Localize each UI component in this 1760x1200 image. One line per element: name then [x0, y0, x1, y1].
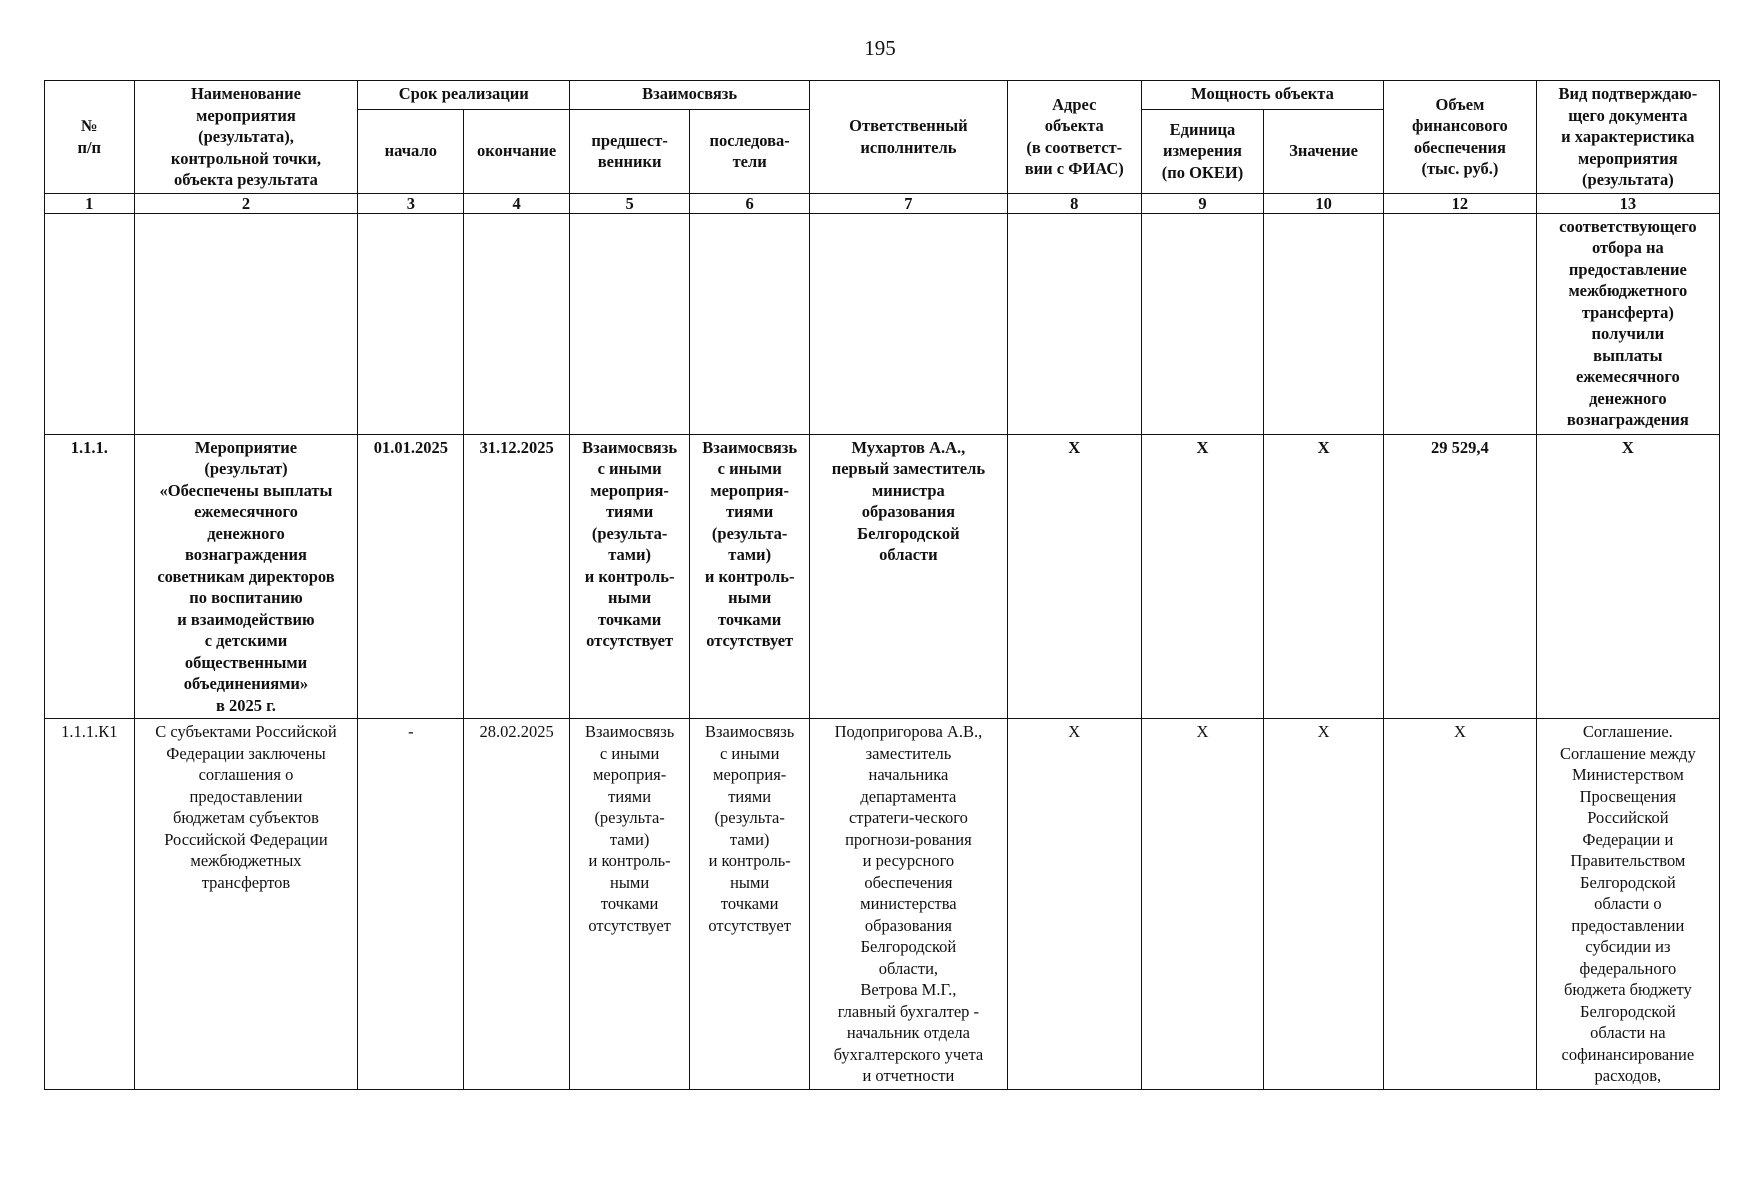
row-number	[45, 213, 135, 434]
row-end: 31.12.2025	[464, 434, 570, 719]
row-finance: 29 529,4	[1384, 434, 1537, 719]
header-link: Взаимосвязь	[570, 81, 810, 110]
table-row	[45, 213, 1720, 434]
row-unit: X	[1141, 434, 1263, 719]
row-address: X	[1007, 719, 1141, 1090]
row-value	[1264, 213, 1384, 434]
row-finance	[1384, 213, 1537, 434]
row-value: X	[1264, 434, 1384, 719]
row-unit: X	[1141, 719, 1263, 1090]
row-successors: Взаимосвязь с иными мероприя- тиями (результа- тами) и контроль- ными точками отсутствует	[690, 719, 810, 1090]
row-successors	[690, 213, 810, 434]
row-address	[1007, 213, 1141, 434]
column-number: 10	[1264, 193, 1384, 213]
row-successors: Взаимосвязь с иными мероприя- тиями (результа- тами) и контроль- ными точками отсутствует	[690, 434, 810, 719]
column-number: 13	[1536, 193, 1719, 213]
header-document: Вид подтверждаю- щего документа и характеристика мероприятия (результата)	[1536, 81, 1719, 194]
row-document: соответствующего отбора на предоставление межбюджетного трансферта) получили выплаты ежемесячного денежного вознаграждения	[1536, 213, 1719, 434]
table-row	[45, 434, 1720, 719]
column-number: 4	[464, 193, 570, 213]
page-number: 195	[864, 36, 896, 60]
row-responsible: Подопригорова А.В., заместитель начальника департамента стратеги-ческого прогнози-рования и ресурсного обеспечения министерства образования Белгородской области, Ветрова М.Г., главный бухгалтер - начальник отдела бухгалтерского учета и отчетности	[810, 719, 1007, 1090]
header-capacity: Мощность объекта	[1141, 81, 1383, 110]
row-document: X	[1536, 434, 1719, 719]
table-row	[45, 719, 1720, 1090]
column-number: 2	[134, 193, 358, 213]
row-responsible: Мухартов А.А., первый заместитель министра образования Белгородской области	[810, 434, 1007, 719]
header-end: окончание	[464, 109, 570, 193]
column-number: 9	[1141, 193, 1263, 213]
plan-table	[44, 80, 1720, 1090]
row-end: 28.02.2025	[464, 719, 570, 1090]
header-number: № п/п	[45, 81, 135, 194]
column-number: 3	[358, 193, 464, 213]
column-number: 7	[810, 193, 1007, 213]
column-number: 5	[570, 193, 690, 213]
row-start: -	[358, 719, 464, 1090]
row-predecessors: Взаимосвязь с иными мероприя- тиями (результа- тами) и контроль- ными точками отсутствует	[570, 719, 690, 1090]
row-name: Мероприятие (результат) «Обеспечены выплаты ежемесячного денежного вознаграждения советникам директоров по воспитанию и взаимодействию с детскими общественными объединениями» в 2025 г.	[134, 434, 358, 719]
row-start: 01.01.2025	[358, 434, 464, 719]
header-address: Адрес объекта (в соответст- вии с ФИАС)	[1007, 81, 1141, 194]
row-finance: X	[1384, 719, 1537, 1090]
column-number: 6	[690, 193, 810, 213]
row-number: 1.1.1.К1	[45, 719, 135, 1090]
row-start	[358, 213, 464, 434]
row-unit	[1141, 213, 1263, 434]
row-name: С субъектами Российской Федерации заключены соглашения о предоставлении бюджетам субъектов Российской Федерации межбюджетных трансфертов	[134, 719, 358, 1090]
row-number: 1.1.1.	[45, 434, 135, 719]
header-unit: Единица измерения (по ОКЕИ)	[1141, 109, 1263, 193]
header-value: Значение	[1264, 109, 1384, 193]
header-row-1	[45, 81, 1720, 110]
row-predecessors	[570, 213, 690, 434]
row-end	[464, 213, 570, 434]
column-number: 1	[45, 193, 135, 213]
header-period: Срок реализации	[358, 81, 570, 110]
row-name	[134, 213, 358, 434]
header-finance: Объем финансового обеспечения (тыс. руб.)	[1384, 81, 1537, 194]
column-number: 12	[1384, 193, 1537, 213]
column-number: 8	[1007, 193, 1141, 213]
row-address: X	[1007, 434, 1141, 719]
row-responsible	[810, 213, 1007, 434]
row-predecessors: Взаимосвязь с иными мероприя- тиями (результа- тами) и контроль- ными точками отсутствует	[570, 434, 690, 719]
column-number-row	[45, 193, 1720, 213]
header-predecessors: предшест- венники	[570, 109, 690, 193]
header-successors: последова- тели	[690, 109, 810, 193]
header-responsible: Ответственный исполнитель	[810, 81, 1007, 194]
row-value: X	[1264, 719, 1384, 1090]
header-name: Наименование мероприятия (результата), контрольной точки, объекта результата	[134, 81, 358, 194]
header-start: начало	[358, 109, 464, 193]
row-document: Соглашение. Соглашение между Министерством Просвещения Российской Федерации и Правительством Белгородской области о предоставлении субсидии из федерального бюджета бюджету Белгородской области на софинансирование расходов,	[1536, 719, 1719, 1090]
